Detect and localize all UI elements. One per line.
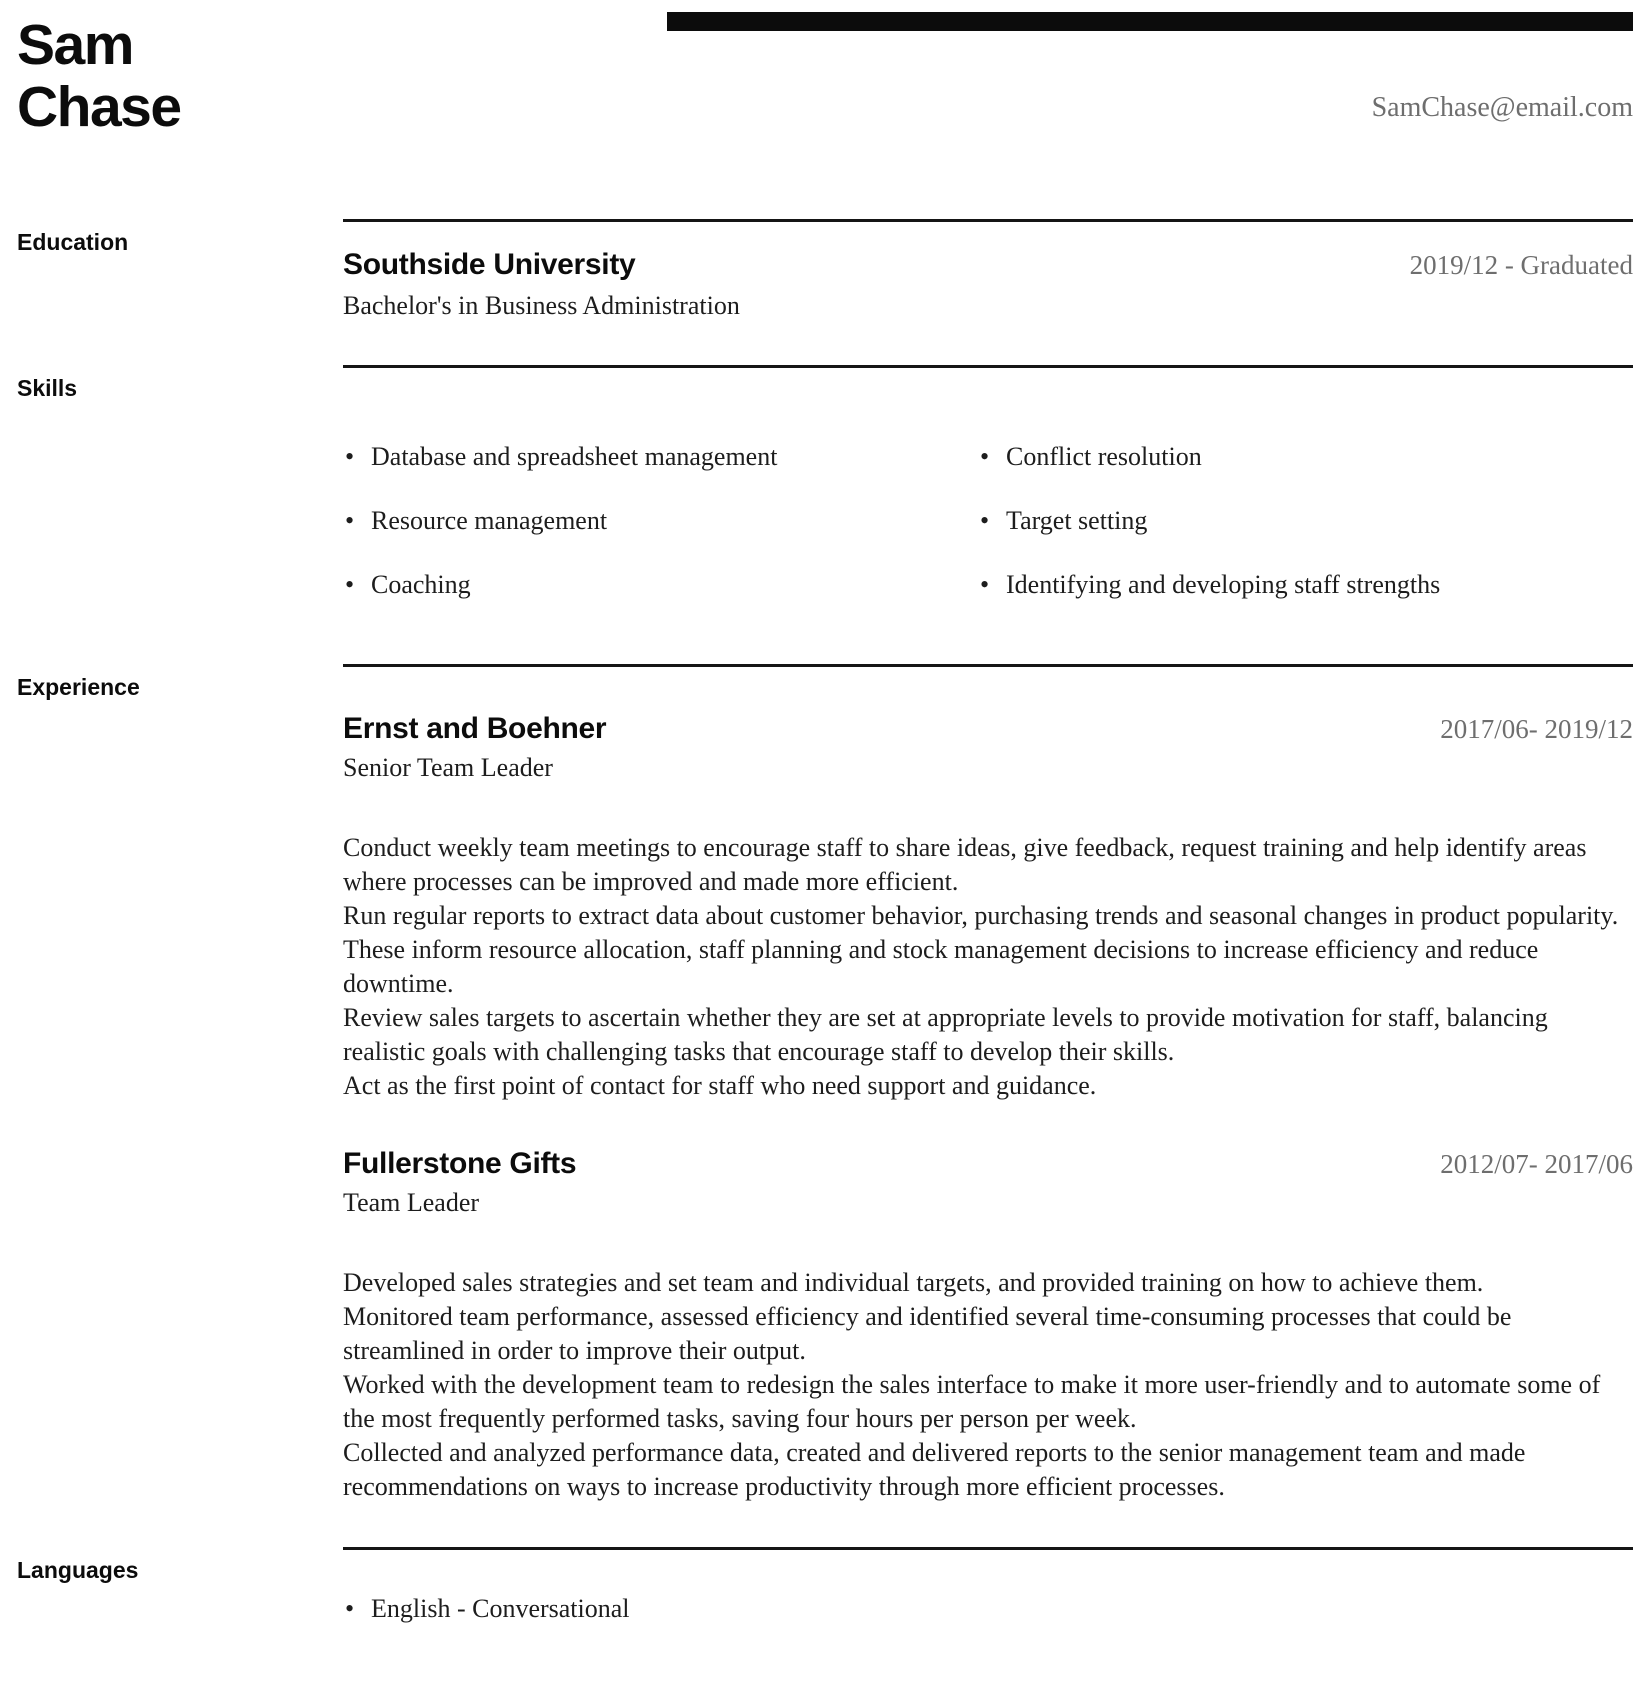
sidebar-label-experience: Experience <box>17 674 140 700</box>
job-description-line: Collected and analyzed performance data, created and delivered reports to the senior management team and made recommendations on ways to increase productivity through more efficient processes. <box>343 1438 1526 1501</box>
section-skills <box>17 365 1633 664</box>
languages-content <box>343 1547 1633 1662</box>
job-entry-header <box>343 711 1633 747</box>
job-description <box>343 831 1633 1103</box>
job-entry <box>343 711 1633 1103</box>
education-entry-header <box>343 247 1633 283</box>
page-title: Sam Chase <box>17 13 181 139</box>
job-date: 2017/06- 2019/12 <box>1440 714 1633 744</box>
experience-content <box>343 664 1633 1547</box>
sidebar-label-education: Education <box>17 229 129 255</box>
sidebar-label-languages: Languages <box>17 1557 139 1583</box>
section-languages <box>17 1547 1633 1662</box>
job-description <box>343 1266 1633 1504</box>
job-date: 2012/07- 2017/06 <box>1440 1149 1633 1179</box>
skill-item: • Database and spreadsheet management <box>343 440 978 474</box>
skill-item: • Identifying and developing staff strengths <box>978 568 1633 602</box>
job-entry <box>343 1146 1633 1504</box>
job-entry-header <box>343 1146 1633 1182</box>
company-name: Fullerstone Gifts <box>343 1147 577 1180</box>
job-description-line: Run regular reports to extract data about customer behavior, purchasing trends and seasonal changes in product popularity. These inform resource allocation, staff planning and stock management decisions to increase efficiency and reduce downtime. <box>343 901 1619 998</box>
sidebar-label-skills: Skills <box>17 375 78 401</box>
email-text: SamChase@email.com <box>1371 92 1633 123</box>
resume-header <box>17 0 1633 219</box>
company-name: Ernst and Boehner <box>343 712 607 745</box>
job-title: Senior Team Leader <box>343 753 553 782</box>
skill-item: • Coaching <box>343 568 978 602</box>
education-content <box>343 219 1633 365</box>
skills-column-1 <box>343 440 978 602</box>
job-title: Team Leader <box>343 1188 480 1217</box>
skill-item: • Resource management <box>343 504 978 538</box>
degree-text: Bachelor's in Business Administration <box>343 291 740 320</box>
languages-list <box>343 1592 1633 1662</box>
job-description-line: Monitored team performance, assessed efficiency and identified several time-consuming processes that could be streamlined in order to improve their output. <box>343 1302 1512 1365</box>
skill-item: • Target setting <box>978 504 1633 538</box>
job-description-line: Developed sales strategies and set team and individual targets, and provided training on how to achieve them. <box>343 1268 1484 1297</box>
skills-column-2 <box>978 440 1633 602</box>
job-description-line: Review sales targets to ascertain whether they are set at appropriate levels to provide motivation for staff, balancing realistic goals with challenging tasks that encourage staff to develop their skills. <box>343 1003 1548 1066</box>
section-education <box>17 219 1633 365</box>
decorative-bar <box>667 12 1633 31</box>
education-date: 2019/12 - Graduated <box>1409 250 1633 280</box>
skill-item: • Conflict resolution <box>978 440 1633 474</box>
skills-content <box>343 365 1633 664</box>
skills-grid <box>343 440 1633 602</box>
language-item: • English - Conversational <box>343 1592 1633 1626</box>
job-description-line: Conduct weekly team meetings to encourage staff to share ideas, give feedback, request training and help identify areas where processes can be improved and made more efficient. <box>343 833 1587 896</box>
job-description-line: Worked with the development team to redesign the sales interface to make it more user-friendly and to automate some of the most frequently performed tasks, saving four hours per person per week. <box>343 1370 1601 1433</box>
section-experience <box>17 664 1633 1547</box>
job-description-line: Act as the first point of contact for staff who need support and guidance. <box>343 1071 1097 1100</box>
school-name: Southside University <box>343 248 636 281</box>
